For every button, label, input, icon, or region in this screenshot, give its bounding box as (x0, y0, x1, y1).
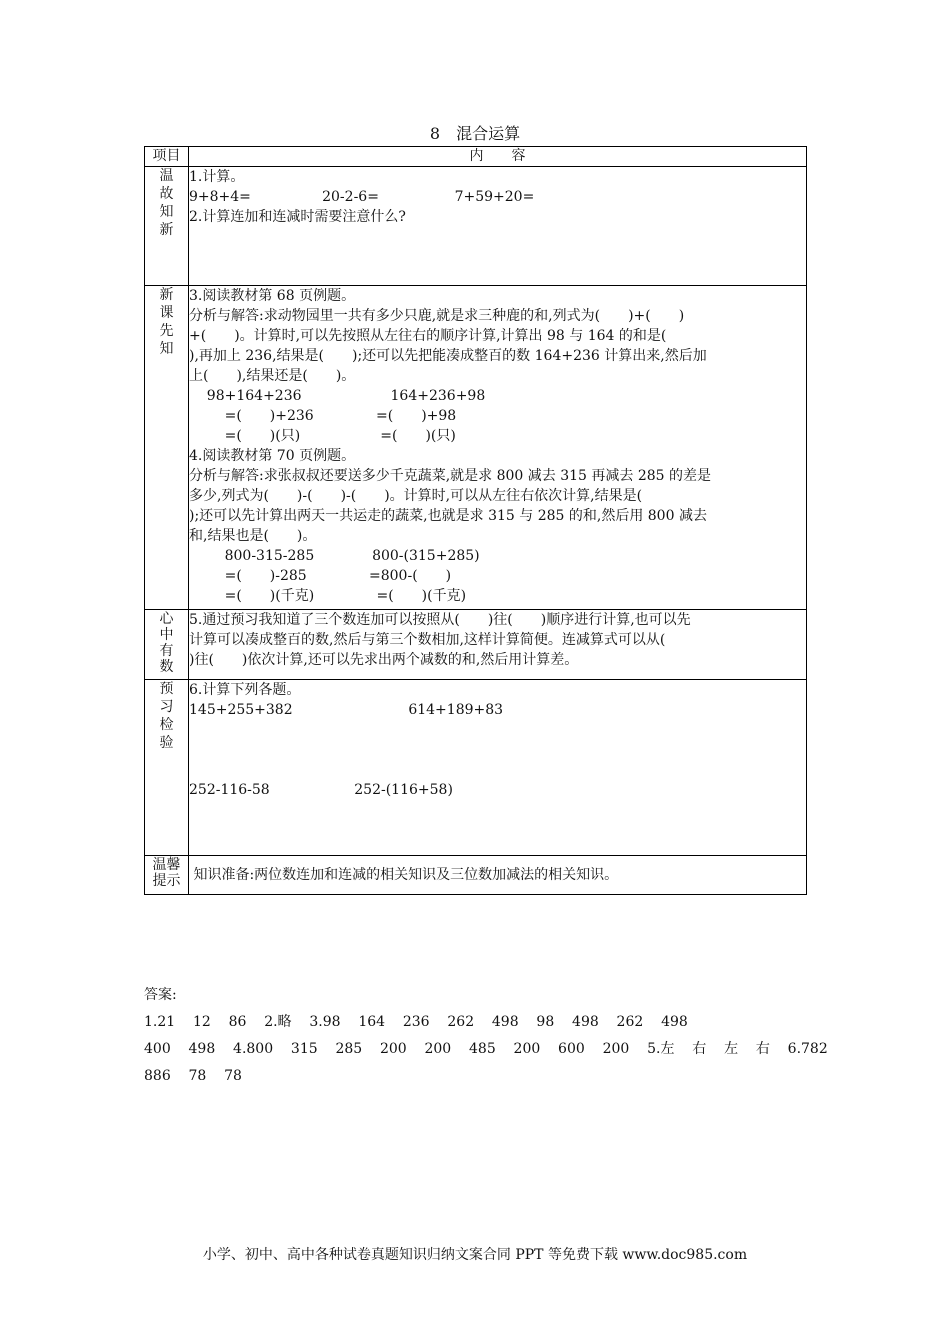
section-content (189, 167, 807, 286)
section-row-preview-check (145, 680, 807, 856)
section-line: ),再加上 236,结果是( );还可以先把能凑成整百的数 164+236 计算出来,然后加 (189, 348, 707, 364)
section-line: 98+164+236 164+236+98 (189, 388, 486, 404)
section-line: 分析与解答:求张叔叔还要送多少千克蔬菜,就是求 800 减去 315 再减去 285 的差是 (189, 468, 712, 484)
page-title: 8 混合运算 (429, 124, 521, 143)
section-line: 计算可以凑成整百的数,然后与第三个数相加,这样计算简便。连减算式可以从( (189, 632, 666, 648)
section-content (189, 286, 807, 610)
table-header-row (145, 147, 807, 167)
answer-heading: 答案: (144, 987, 177, 1003)
section-line: 4.阅读教材第 70 页例题。 (189, 448, 356, 464)
header-content-column: 内 容 (189, 147, 807, 167)
section-line: 9+8+4= 20-2-6= 7+59+20= (189, 189, 535, 205)
section-line: 多少,列式为( )-( )-( )。计算时,可以从左往右依次计算,结果是( (189, 488, 643, 504)
section-line: =( )(只) =( )(只) (189, 428, 456, 444)
section-content (189, 856, 807, 895)
section-line: 和,结果也是( )。 (189, 528, 317, 544)
section-line: 上( ),结果还是( )。 (189, 368, 356, 384)
worksheet-table (144, 146, 807, 895)
header-item-column: 项目 (145, 147, 189, 167)
section-line: 6.计算下列各题。 (189, 682, 301, 698)
section-line: =( )(千克) =( )(千克) (189, 588, 467, 604)
answer-line: 400 498 4.800 315 285 200 200 485 200 600 200 5.左 右 左 右 6.782 (144, 1041, 828, 1057)
section-line: 1.计算。 (189, 169, 245, 185)
section-line: 252-116-58 252-(116+58) (189, 782, 453, 798)
section-line: 分析与解答:求动物园里一共有多少只鹿,就是求三种鹿的和,列式为( )+( ) (189, 308, 685, 324)
section-line: +( )。计算时,可以先按照从左往右的顺序计算,计算出 98 与 164 的和是( (189, 328, 667, 344)
answer-key (144, 982, 828, 1090)
section-label: 温馨提示 (152, 857, 181, 889)
section-line: 800-315-285 800-(315+285) (189, 548, 480, 564)
section-line: =( )+236 =( )+98 (189, 408, 457, 424)
section-row-review (145, 167, 807, 286)
section-row-new-lesson (145, 286, 807, 610)
section-content (189, 680, 807, 856)
answer-line: 1.21 12 86 2.略 3.98 164 236 262 498 98 498 262 498 (144, 1014, 688, 1030)
section-line (189, 760, 806, 780)
section-line: 145+255+382 614+189+83 (189, 702, 504, 718)
footer-text: 小学、初中、高中各种试卷真题知识归纳文案合同 PPT 等免费下载 www.doc985.com (202, 1247, 748, 1263)
section-label: 新课先知 (159, 287, 174, 357)
section-content (189, 610, 807, 680)
section-line: 3.阅读教材第 68 页例题。 (189, 288, 356, 304)
answer-line: 886 78 78 (144, 1068, 242, 1084)
section-line: )往( )依次计算,还可以先求出两个减数的和,然后用计算差。 (189, 652, 579, 668)
section-line: =( )-285 =800-( ) (189, 568, 452, 584)
section-label: 心中有数 (159, 611, 174, 675)
section-row-tips (145, 856, 807, 895)
section-line: 2.计算连加和连减时需要注意什么? (189, 209, 406, 225)
section-line: 5.通过预习我知道了三个数连加可以按照从( )往( )顺序进行计算,也可以先 (189, 612, 691, 628)
section-line: );还可以先计算出两天一共运走的蔬菜,也就是求 315 与 285 的和,然后用 800 减去 (189, 508, 707, 524)
section-line: 知识准备:两位数连加和连减的相关知识及三位数加减法的相关知识。 (189, 867, 619, 883)
section-label: 温故知新 (159, 168, 174, 238)
section-row-summary (145, 610, 807, 680)
section-line (189, 740, 806, 760)
section-line (189, 720, 806, 740)
section-label: 预习检验 (159, 681, 174, 751)
